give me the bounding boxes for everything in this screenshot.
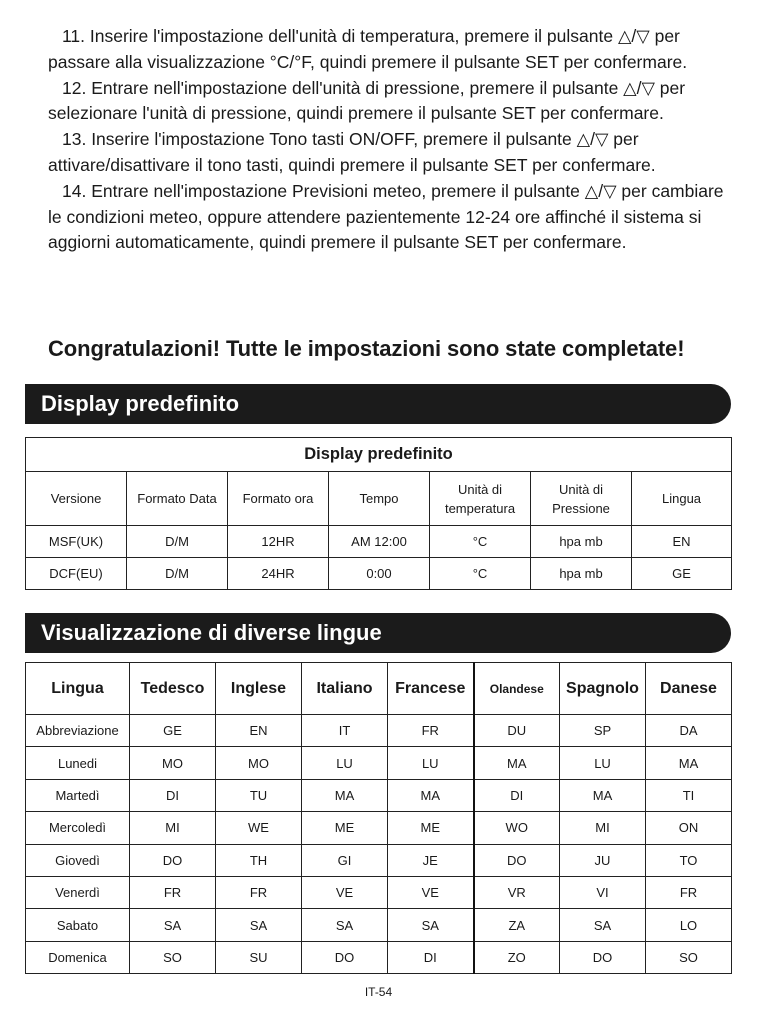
table-cell: IT — [302, 715, 388, 747]
table-cell: DO — [302, 941, 388, 973]
table-row — [26, 747, 732, 779]
header-cell: Tedesco — [130, 663, 216, 715]
table-cell: Mercoledì — [26, 812, 130, 844]
header-cell: Francese — [388, 663, 474, 715]
table-cell: ON — [646, 812, 732, 844]
table-row — [26, 844, 732, 876]
table-cell: °C — [430, 526, 531, 558]
table-cell: MO — [216, 747, 302, 779]
table-cell: FR — [646, 876, 732, 908]
table-cell: TU — [216, 779, 302, 811]
table-cell: MI — [560, 812, 646, 844]
table-cell: DO — [474, 844, 560, 876]
step-12: 12. Entrare nell'impostazione dell'unità di pressione, premere il pulsante △/▽ per selezionare l'unità di pressione, quindi premere il pulsante SET per confermare. — [48, 77, 686, 124]
table-cell: ME — [302, 812, 388, 844]
table-row — [26, 812, 732, 844]
table-cell: GE — [130, 715, 216, 747]
table-cell: TH — [216, 844, 302, 876]
table-cell: LO — [646, 909, 732, 941]
table-cell: MI — [130, 812, 216, 844]
header-cell: Lingua — [26, 663, 130, 715]
table-row — [26, 558, 732, 590]
header-cell: Unità di Pressione — [531, 472, 632, 526]
header-cell: Versione — [26, 472, 127, 526]
table-row — [26, 909, 732, 941]
table-cell: DU — [474, 715, 560, 747]
table-cell: EN — [632, 526, 732, 558]
table-cell: DI — [474, 779, 560, 811]
table-cell: DI — [130, 779, 216, 811]
table-cell: DO — [130, 844, 216, 876]
default-display-table — [25, 437, 732, 590]
page-number: IT-54 — [364, 985, 393, 999]
table-cell: LU — [388, 747, 474, 779]
table-row — [26, 876, 732, 908]
table-cell: Domenica — [26, 941, 130, 973]
table-cell: MA — [388, 779, 474, 811]
header-cell: Olandese — [474, 663, 560, 715]
languages-table-body — [26, 715, 732, 974]
table-cell: DO — [560, 941, 646, 973]
table-cell: MO — [130, 747, 216, 779]
table-cell: 24HR — [228, 558, 329, 590]
table-cell: 0:00 — [329, 558, 430, 590]
table-cell: ME — [388, 812, 474, 844]
header-cell: Danese — [646, 663, 732, 715]
table-cell: Abbreviazione — [26, 715, 130, 747]
languages-table — [25, 662, 732, 974]
header-cell: Formato ora — [228, 472, 329, 526]
table-cell: GI — [302, 844, 388, 876]
table-cell: SA — [216, 909, 302, 941]
instruction-steps — [48, 24, 738, 256]
table-row — [26, 779, 732, 811]
table-cell: MA — [302, 779, 388, 811]
table-cell: FR — [130, 876, 216, 908]
table-cell: WE — [216, 812, 302, 844]
table-cell: Venerdì — [26, 876, 130, 908]
table-cell: VE — [388, 876, 474, 908]
table-cell: LU — [560, 747, 646, 779]
table-cell: 12HR — [228, 526, 329, 558]
header-cell: Lingua — [632, 472, 732, 526]
table-cell: MSF(UK) — [26, 526, 127, 558]
table-cell: GE — [632, 558, 732, 590]
table-cell: MA — [646, 747, 732, 779]
table-cell: VR — [474, 876, 560, 908]
table-cell: SA — [130, 909, 216, 941]
table-cell: LU — [302, 747, 388, 779]
table-cell: VI — [560, 876, 646, 908]
table-cell: SA — [560, 909, 646, 941]
table-cell: Giovedì — [26, 844, 130, 876]
table-cell: SU — [216, 941, 302, 973]
table-row — [26, 526, 732, 558]
table-cell: SA — [302, 909, 388, 941]
table-row — [26, 941, 732, 973]
header-cell: Tempo — [329, 472, 430, 526]
table-cell: DA — [646, 715, 732, 747]
table-row — [26, 715, 732, 747]
table-cell: ZA — [474, 909, 560, 941]
table-cell: MA — [560, 779, 646, 811]
table-cell: FR — [216, 876, 302, 908]
table-cell: DI — [388, 941, 474, 973]
table-cell: ZO — [474, 941, 560, 973]
table-cell: °C — [430, 558, 531, 590]
table-cell: TI — [646, 779, 732, 811]
table-cell: hpa mb — [531, 558, 632, 590]
table-cell: EN — [216, 715, 302, 747]
section-banner-default-display: Display predefinito — [25, 384, 731, 424]
section-banner-languages: Visualizzazione di diverse lingue — [25, 613, 731, 653]
header-cell: Unità di temperatura — [430, 472, 531, 526]
table-cell: SA — [388, 909, 474, 941]
table-cell: Lunedi — [26, 747, 130, 779]
table-cell: JE — [388, 844, 474, 876]
step-11: 11. Inserire l'impostazione dell'unità di temperatura, premere il pulsante △/▽ per passare alla visualizzazione °C/°F, quindi premere il pulsante SET per confermare. — [48, 26, 688, 72]
table-cell: AM 12:00 — [329, 526, 430, 558]
table-cell: DCF(EU) — [26, 558, 127, 590]
table-cell: D/M — [127, 558, 228, 590]
header-cell: Italiano — [302, 663, 388, 715]
table-cell: SO — [646, 941, 732, 973]
header-cell: Spagnolo — [560, 663, 646, 715]
table-cell: VE — [302, 876, 388, 908]
table-cell: WO — [474, 812, 560, 844]
congratulations-heading: Congratulazioni! Tutte le impostazioni sono state completate! — [48, 336, 685, 361]
table-cell: MA — [474, 747, 560, 779]
table-cell: TO — [646, 844, 732, 876]
step-14: 14. Entrare nell'impostazione Previsioni meteo, premere il pulsante △/▽ per cambiare le condizioni meteo, oppure attendere pazientemente 12-24 ore affinché il sistema si aggiorni automaticamente, quindi premere il pulsante SET per confermare. — [48, 180, 724, 253]
table-cell: Sabato — [26, 909, 130, 941]
table-cell: D/M — [127, 526, 228, 558]
header-cell: Formato Data — [127, 472, 228, 526]
table-cell: FR — [388, 715, 474, 747]
table-cell: hpa mb — [531, 526, 632, 558]
header-cell: Inglese — [216, 663, 302, 715]
table-cell: SP — [560, 715, 646, 747]
table-cell: Martedì — [26, 779, 130, 811]
step-13: 13. Inserire l'impostazione Tono tasti ON/OFF, premere il pulsante △/▽ per attivare/disattivare il tono tasti, quindi premere il pulsante SET per confermare. — [48, 129, 656, 175]
table-cell: JU — [560, 844, 646, 876]
table-cell: SO — [130, 941, 216, 973]
default-display-table-caption: Display predefinito — [26, 438, 732, 472]
